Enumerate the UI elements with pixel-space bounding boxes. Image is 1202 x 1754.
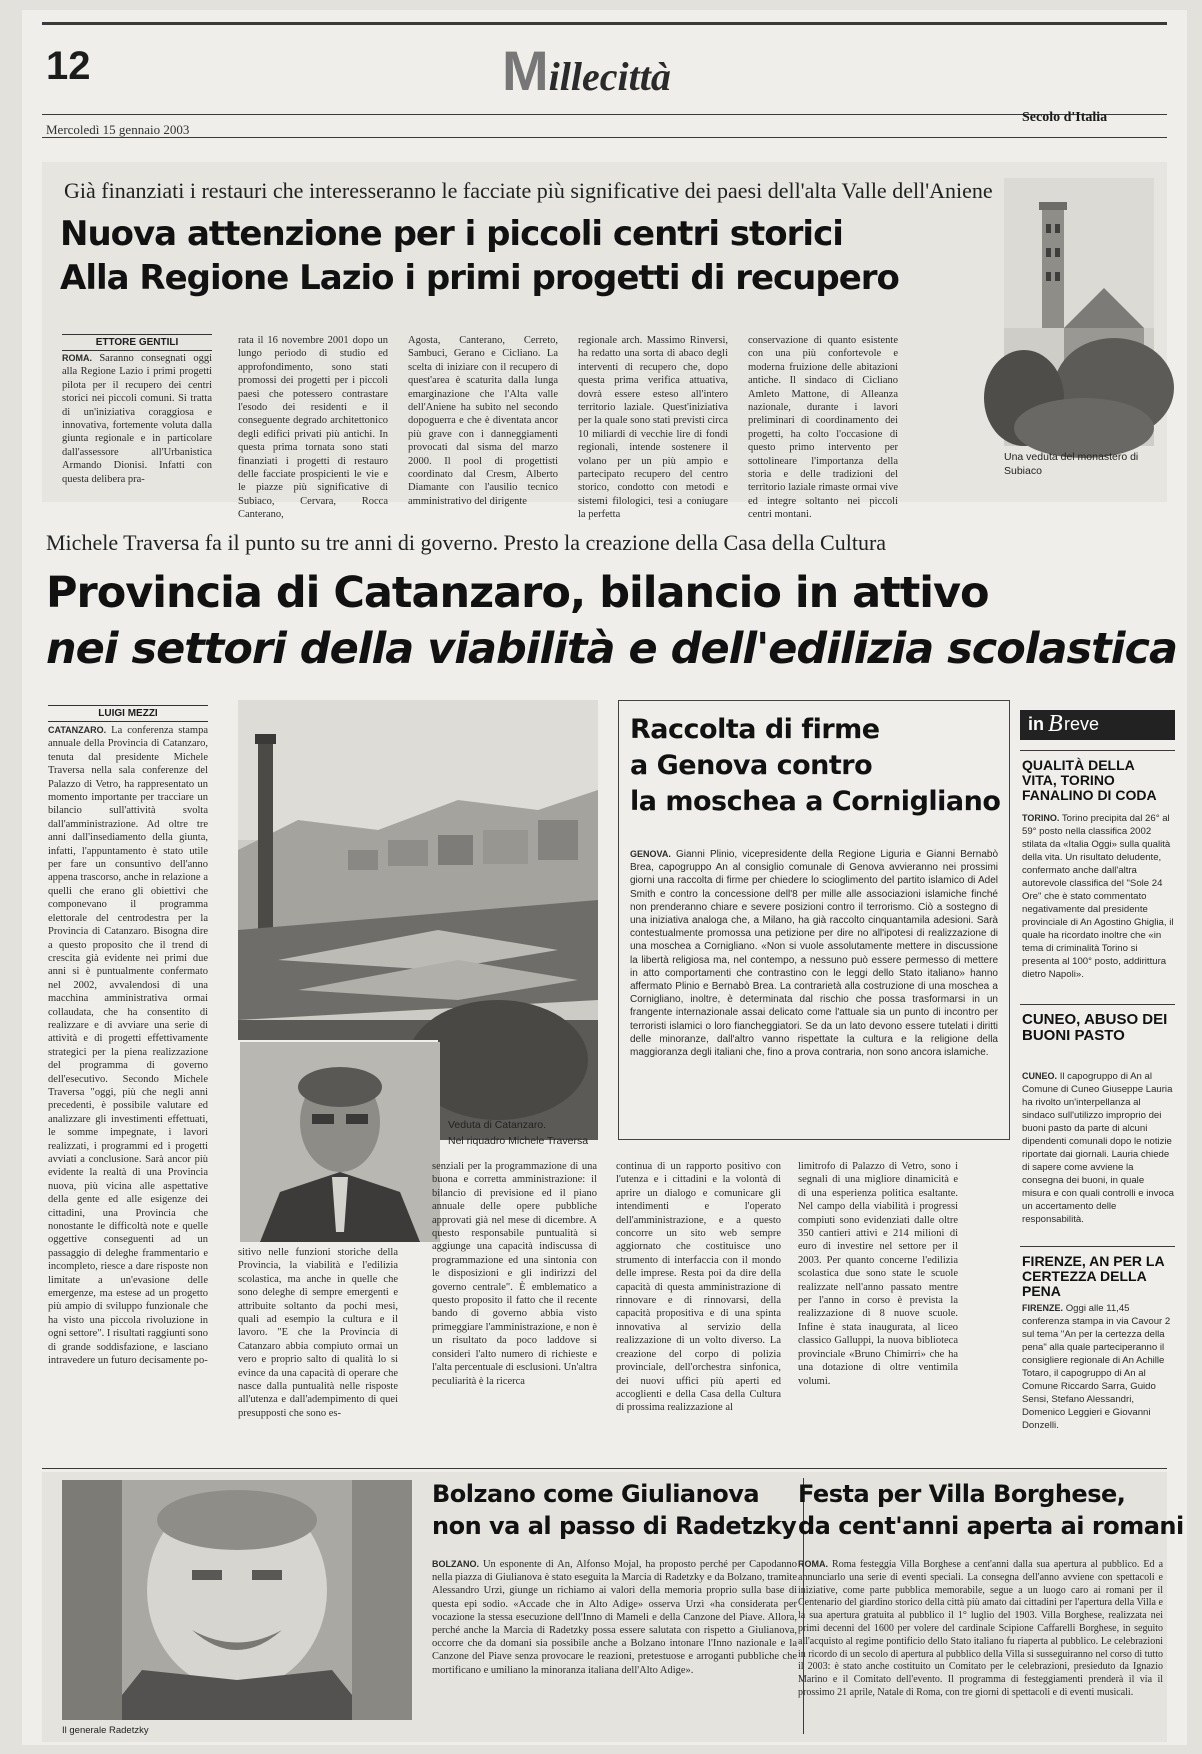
article5-body	[798, 1558, 1163, 1728]
article4-body-text: Un esponente di An, Alfonso Mojal, ha proposto perché per Capodanno nella piazza di Giulianova è stato eseguita la Marcia di Radetzky e da Bolzano, tramite Alessandro Urzì, giunge un richiamo ai valori della memoria proprio sulla base di questa epi sodio. «Accade che in Alto Adige» osserva Urzì «ha considerata per vocazione la stessa esecuzione dell'Inno di Mameli e della Canzone del Piave. Allora, perché anche la Marcia di Radetzky possa essere salutata con rispetto a Giulianova, occorre che da domani sia possibile anche a Bolzano intonare l'Inno nazionale e la Canzone del Piave senza provocare le reazioni, pretestuose e arroganti pubbliche che mortificano e umiliano la minoranza italiana dell'Alto Adige».	[432, 1559, 797, 1676]
article1-caption: Una veduta del monastero di Subiaco	[1004, 451, 1139, 477]
newspaper-page	[22, 10, 1187, 1745]
radetzky-photo	[62, 1480, 412, 1720]
bottom-strip-rule	[42, 1468, 1167, 1469]
paper-name: Secolo d'Italia	[1022, 110, 1108, 125]
article1-dateline: ROMA.	[62, 353, 92, 363]
article3-body	[630, 848, 998, 1128]
brief1-title: QUALITÀ DELLA VITA, TORINO FANALINO DI CODA	[1022, 757, 1157, 803]
section-logo-initial: M	[502, 39, 549, 102]
article2-headline-1: Provincia di Catanzaro, bilancio in attivo	[46, 568, 989, 618]
issue-date: Mercoledì 15 gennaio 2003	[46, 122, 190, 137]
article4-headline-2: non va al passo di Radetzky	[432, 1512, 797, 1540]
masthead-rule	[42, 114, 1167, 115]
brief2-body-text: Il capogruppo di An al Comune di Cuneo Giuseppe Lauria ha rivolto un'interpellanza al sindaco sull'utilizzo improprio dei buoni pasto da parte di alcuni dipendenti comunali dopo le notizie riportate dai giornali. Lauria chiede di sapere come avviene la consegna dei buoni, in quale misura e con quali controlli e invoca un accertamento delle responsabilità.	[1022, 1071, 1174, 1225]
article1-kicker: Già finanziati i restauri che interesseranno le facciate più significative dei paesi dell'alta Valle dell'Aniene	[64, 178, 993, 203]
article1-byline: ETTORE GENTILI	[62, 334, 212, 351]
article2-col4: continua di un rapporto positivo con l'utenza e i cittadini e la volontà di aprire un dialogo e comunicare gli intendimenti e l'operato dell'amministrazione, e a questo concorre un sito web sempre aggiornato che costituisce uno strumento di interfaccia con il mondo delle imprese. Resta poi da dire della capacità di questa amministrazione di rinnovare e di rinnovarsi, della capacità propositiva e di una spinta innovativa al servizio della realizzazione di un volto diverso. La creazione del corpo di polizia provinciale, dell'orchestra sinfonica, dei nuovi uffici più aperti ed accoglienti e della Casa della Cultura di prossima realizzazione al	[616, 1161, 781, 1414]
brief1-body-text: Torino precipita dal 26° al 59° posto nella classifica 2002 stilata da «Italia Oggi» sulla qualità della vita. Un risultato deludente, confermato anche dall'altra autorevole classifica del "Sole 24 Ore" che è stato commentato negativamente dal presidente provinciale di An Agostino Ghiglia, il quale ha ricordato inoltre che «in tema di criminalità Torino si presenta al 100° posto, addirittura dietro Napoli».	[1022, 813, 1174, 980]
article2-col1	[48, 724, 208, 1454]
brief1-body	[1022, 812, 1174, 992]
brief2-dateline: CUNEO.	[1022, 1071, 1058, 1081]
briefs-header-rest: reve	[1064, 714, 1100, 734]
article3-headline-3: la moschea a Cornigliano	[630, 786, 1001, 817]
article1-col4: regionale arch. Massimo Rinversi, ha redatto una sorta di abaco degli interventi di recupero che, dopo questa prima verifica attuativa, dovrà essere esteso all'intero territorio laziale. Quest'iniziativa per la quale sono stati previsti circa 10 miliardi di vecchie lire di fondi regionali, intende sostenere il volano per un più ampio e partecipato recupero del centro storico, condotto con metodi e sistemi filologici, tesi a coniugare la perfetta	[578, 335, 728, 521]
article1-col2: rata il 16 novembre 2001 dopo un lungo periodo di studio ed approfondimento, sono stati promossi dei progetti per i piccoli paesi che potessero contrastare l'esodo dei residenti e il conseguente degrado architettonico degli edifici privati più antichi. In questa prima tornata sono stati finanziati i progetti di restauro delle facciate prospicienti le vie e le piazze più significative di Subiaco, Cervara, Rocca Canterano,	[238, 335, 388, 521]
article4-caption: Il generale Radetzky	[62, 1725, 149, 1736]
brief3-title: FIRENZE, AN PER LA CERTEZZA DELLA PENA	[1022, 1253, 1165, 1299]
section-logo	[502, 38, 671, 103]
radetzky-portrait-image	[62, 1480, 412, 1720]
article2-col5: limitrofo di Palazzo di Vetro, sono i segnali di una migliore dinamicità e di una esperienza politica esaltante. Nel campo della viabilità i progressi compiuti sono evidenziati dalle oltre 350 cantieri attivi e 214 milioni di euro di investire nel settore per il 2003. Per quanto concerne l'edilizia scolastica due sono state le scuole realizzate nell'anno passato mentre per l'anno in corso è prevista la realizzazione di 8 nuove scuole. Infine è stata inaugurata, al liceo classico Galluppi, la nuova biblioteca provinciale «Bruno Chimirri» che ha una dotazione di oltre ventimila volumi.	[798, 1161, 958, 1387]
article2-col3: senziali per la programmazione di una buona e corretta amministrazione: il bilancio di previsione ed il piano annuale delle opere pubbliche approvati già nel mese di dicembre. A questo responsabile puntualità si aggiunge una capacità indiscussa di programmazione ed una sintonia con le disposizioni e gli indirizzi del governo centrale". È emblematico a questo proposito il fatto che il recente bando di governo abbia visto primeggiare l'amministrazione, e non è un risultato da poco laddove si consideri l'alto numero di richieste e l'alta percentuale di esclusioni. Un'altra peculiarità è la ricerca	[432, 1161, 598, 1387]
article5-headline-2: da cent'anni aperta ai romani	[798, 1512, 1184, 1540]
section-logo-text: illecittà	[548, 54, 671, 99]
article1-col1-text: Saranno consegnati oggi alla Regione Lazio i primi progetti pilota per il recupero dei centri storici nei piccoli comuni. Si tratta di un'iniziativa coraggiosa e innovativa, fortemente voluta dalla giunta regionale e in particolare dall'assessore all'Urbanistica Armando Dionisi. Infatti con questa delibera pra-	[62, 353, 212, 485]
subiaco-monastery-photo	[1004, 178, 1154, 446]
briefs-rule-1	[1020, 750, 1175, 751]
monastery-image	[1004, 178, 1154, 446]
article1-col5: conservazione di quanto esistente con una più confortevole e moderna fruizione delle abitazioni antiche. Il sindaco di Cicliano Amleto Mattone, di Alleanza nazionale, durante i lavori preliminari di coordinamento dei progetti, ha colto l'occasione di questo primo intervento per sottolineare l'importanza della storia e delle tradizioni del territorio laziale rimaste ormai vive ed integre soltanto nei piccoli centri montani.	[748, 335, 898, 521]
article1-headline-1: Nuova attenzione per i piccoli centri storici	[60, 214, 843, 254]
article3-headline-1: Raccolta di firme	[630, 714, 880, 745]
top-rule	[42, 22, 1167, 25]
traversa-portrait	[238, 1040, 438, 1240]
briefs-rule-3	[1020, 1246, 1175, 1247]
article3-dateline: GENOVA.	[630, 849, 671, 859]
briefs-header-initial: B	[1048, 711, 1063, 737]
page-number: 12	[46, 44, 91, 88]
brief3-dateline: FIRENZE.	[1022, 1303, 1064, 1313]
brief3-body-text: Oggi alle 11,45 conferenza stampa in via Cavour 2 sul tema "An per la certezza della pena" alla quale parteciperanno il consigliere regionale di An Achille Totaro, il capogruppo di An al Comune Riccardo Sarra, Guido Sensi, Stefano Alessandri, Domenico Leggieri e Giovanni Donzelli.	[1022, 1303, 1171, 1431]
brief2-title: CUNEO, ABUSO DEI BUONI PASTO	[1022, 1011, 1168, 1044]
brief3-body	[1022, 1302, 1174, 1452]
article1-headline-2: Alla Regione Lazio i primi progetti di recupero	[60, 258, 899, 298]
briefs-header	[1020, 710, 1175, 740]
article4-body	[432, 1558, 797, 1728]
article3-headline-2: a Genova contro	[630, 750, 873, 781]
article5-dateline: ROMA.	[798, 1559, 828, 1569]
masthead-bottom-rule	[42, 137, 1167, 138]
article2-headline-2: nei settori della viabilità e dell'edilizia scolastica	[46, 624, 1177, 674]
article2-byline: LUIGI MEZZI	[48, 705, 208, 722]
traversa-portrait-image	[240, 1042, 440, 1242]
article3-body-text: Gianni Plinio, vicepresidente della Regione Liguria e Gianni Bernabò Brea, capogruppo An al consiglio comunale di Genova avvieranno nei prossimi giorni una raccolta di firme per chiedere lo scioglimento del partito islamico di Adel Smith e contro la concessione dell'8 per mille alle associazioni islamiche finché non prenderanno chiare e severe posizioni contro il terrorismo. Ciò a sostegno di una iniziativa analoga che, a Milano, ha già raccolto cinquantamila adesioni. Sarà contestualmente promossa una petizione per dire no all'ipotesi di realizzazione di una moschea a Cornigliano. «Non si vuole assolutamente mettere in discussione la libertà religiosa ma, nel contempo, a nessuno può essere permesso di mettere in atto comportamenti che contrastino con le leggi dello Stato italiano» hanno affermato Plinio e Bernabò Brea. La contrarietà alla costruzione di una moschea a Cornigliano, inoltre, è determinata dal rischio che possa trasformarsi in un frangente internazionale assai delicato come l'attuale sia un punto di incontro per terroristi islamici o loro fiancheggiatori. Se da un lato devono essere tutelati i diritti delle minoranze, dall'altro vanno rispettate la cultura e la religione della maggioranza degli italiani che, fino a prova contraria, non sono ancora islamiche.	[630, 849, 999, 1059]
briefs-rule-2	[1020, 1004, 1175, 1005]
brief2-body	[1022, 1070, 1174, 1240]
article4-headline-1: Bolzano come Giulianova	[432, 1480, 760, 1508]
article2-col1-text: La conferenza stampa annuale della Provincia di Catanzaro, tenuta dal presidente Michele Traversa nella sala conferenze del Palazzo di Vetro, ha rappresentato un momento importante per tracciare un bilancio sull'attività svolta dall'amministrazione. Ad oltre tre anni dall'insediamento della giunta, infatti, l'appuntamento è stato utile per fare un consuntivo dell'anno appena trascorso, anche in relazione a quelli che erano gli obiettivi che componevano il programma elettorale del centrodestra per la Provincia di Catanzaro. Bisogna dire a questo proposito che il trend di crescita già evidente nei primi due anni si è puntualmente confermato nel 2002, avvalendosi di una macchina amministrativa ormai collaudata, che ha consentito di realizzare e di avviare una serie di attività e di progetti effettivamente strategici per la piena realizzazione del programma di governo dell'esecutivo. Secondo Michele Traversa "oggi, più che negli anni precedenti, è possibile valutare ed analizzare gli investimenti effettuati, le somme impegnate, i lavori realizzati, i programmi ed i progetti avviati a conclusione. Sarà ancor più evidente la realtà di una Provincia nuova, più vicina alle aspettative della gente ed alle esigenze dei cittadini, una Provincia che nonostante le difficoltà note e quelle oggettive conseguenti ad un passaggio di deleghe frammentario e incompleto, riesce a dare risposte non limitate a un'evasione delle emergenze, ma estese ad un progetto più ampio di sviluppo funzionale che ha visto una piccola rivoluzione in ogni settore". I risultati raggiunti sono di grande soddisfazione, e lasciano intravedere un futuro decisamente po-	[48, 725, 209, 1367]
article1-col3: Agosta, Canterano, Cerreto, Sambuci, Gerano e Cicliano. La scelta di iniziare con il recupero di quest'area è scaturita dalla lunga emarginazione che l'Alta valle dell'Aniene ha subìto nel secondo dopoguerra e che è diventata ancor più grave con i danneggiamenti provocati dal sisma del marzo 2000. Il pool di progettisti coordinato dal Cresm, Alberto Diamante con l'ausilio tecnico amministrativo del dirigente	[408, 335, 558, 507]
article5-body-text: Roma festeggia Villa Borghese a cent'anni dalla sua apertura al pubblico. Ed a annunciarlo una serie di eventi speciali. La consegna dell'anno avviene con spettacoli e iniziative, come parte pubblica memorabile, segue a un luogo caro ai romani per il Centenario del giardino storico della città più amato dai cittadini per l'apertura della Villa e la sua apertura gratuita al pubblico il 1° luglio del 1903. Villa Borghese, realizzata nei primi decenni del 1600 per volere del cardinale Scipione Caffarelli Borghese, in seguito all'acquisto al regime pontificio dello Stato italiano fu riaperta al pubblico. Le celebrazioni in ricordo di un secolo di apertura al pubblico della Villa si susseguiranno nel corso di tutto il 2003: è stato anche costituito un Comitato per le celebrazioni, presieduto da Ignazio Marino e il Comitato dell'evento. Il programma di festeggiamenti prenderà il via il prossimo 21 aprile, Natale di Roma, con tre giorni di spettacoli e di eventi musicali.	[798, 1559, 1164, 1698]
article2-kicker: Michele Traversa fa il punto su tre anni di governo. Presto la creazione della Casa della Cultura	[46, 530, 887, 555]
article5-headline-1: Festa per Villa Borghese,	[798, 1480, 1126, 1508]
article2-caption-1: Veduta di Catanzaro.	[448, 1119, 547, 1131]
article1-col1	[62, 352, 212, 485]
article2-caption-2: Nel riquadro Michele Traversa	[448, 1135, 589, 1147]
brief1-dateline: TORINO.	[1022, 813, 1060, 823]
article2-col2: sitivo nelle funzioni storiche della Provincia, la viabilità e l'edilizia scolastica, ma anche in quelle che sono deleghe di sempre emergenti e attribuite soltanto da pochi mesi, quali ad esempio la cultura e il lavoro. "E che la Provincia di Catanzaro abbia compiuto ormai un vero e proprio salto di qualità lo si evince da una capacità di operare che nasce dalla puntualità nelle risposte all'utenza e dall'adempimento di quei presupposti che sono es-	[238, 1247, 398, 1419]
article4-dateline: BOLZANO.	[432, 1559, 479, 1569]
article2-dateline: CATANZARO.	[48, 725, 107, 735]
briefs-header-prefix: in	[1028, 714, 1044, 734]
